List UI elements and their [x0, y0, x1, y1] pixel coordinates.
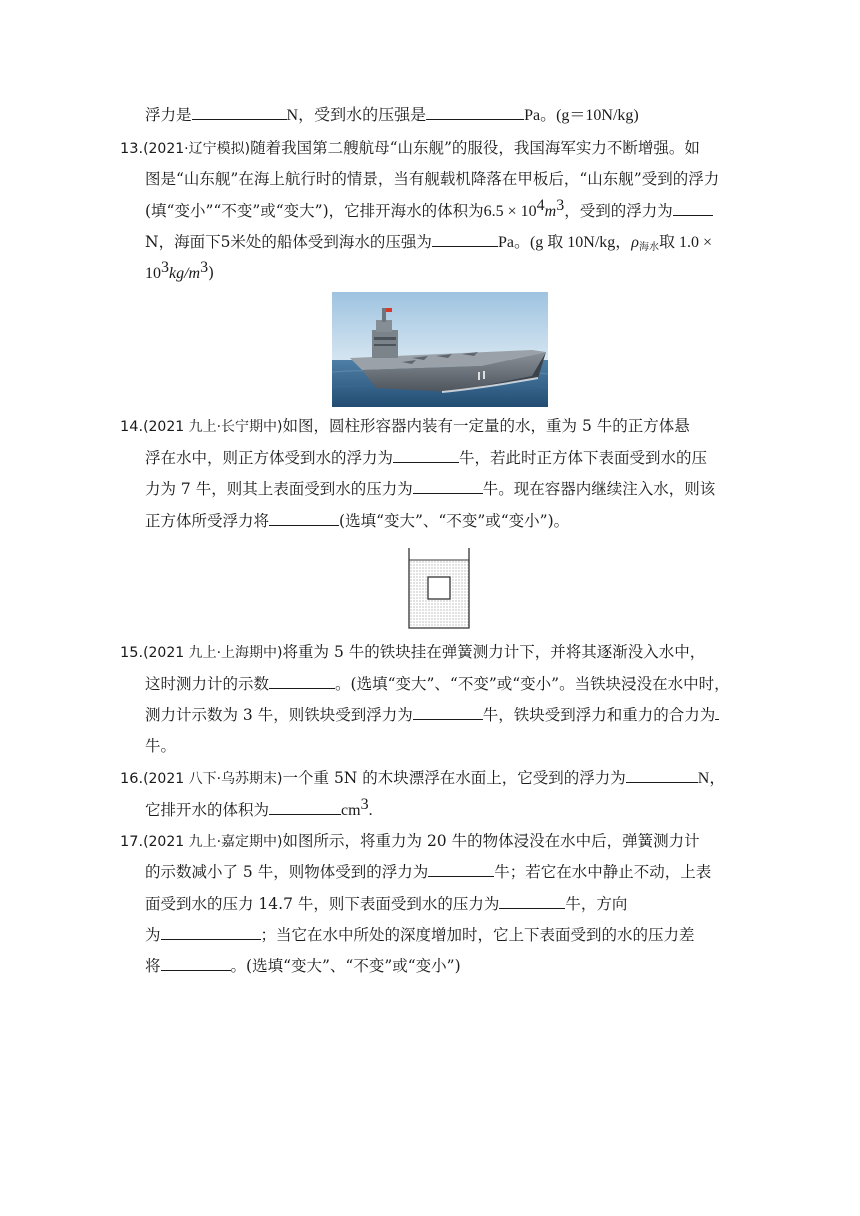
- q17-text: 将: [145, 957, 161, 975]
- q15-text: 牛。: [145, 737, 177, 755]
- q13-rho-symbol: ρ: [631, 234, 639, 251]
- q12-blank-1[interactable]: [192, 101, 287, 120]
- q13-source: (2021·辽宁模拟): [143, 141, 251, 157]
- q16-line-2: [145, 795, 732, 825]
- q12-text: 浮力是: [145, 106, 192, 124]
- q14-source: (2021 九上·长宁期中): [143, 419, 283, 435]
- q17-text: 的示数减小了 5 牛，则物体受到的浮力为: [145, 863, 429, 881]
- q13-line-2: [145, 164, 732, 194]
- q14-text: 牛，若此时正方体下表面受到水的压: [459, 449, 708, 467]
- q15-text: 这时测力计的示数: [145, 675, 270, 693]
- q16-blank-buoyancy[interactable]: [626, 764, 698, 783]
- q13-blank-pressure[interactable]: [432, 228, 498, 247]
- q16-text: .: [368, 802, 373, 819]
- q16-text: N，: [697, 770, 726, 787]
- q17-source: (2021 九上·嘉定期中): [143, 834, 283, 850]
- q17-text: 。(选填“变大”、“不变”或“变小”): [230, 957, 461, 975]
- q13-line-3: [145, 196, 732, 226]
- q15-text: 牛，铁块受到浮力和重力的合力为: [482, 706, 716, 724]
- q13-text: (填“变小”“不变”或“变大”)，它排开海水的体积为: [145, 202, 484, 220]
- q14-text: (选填“变大”、“不变”或“变小”)。: [339, 512, 570, 530]
- q17-text: 面受到水的压力 14.7 牛，则下表面受到水的压力为: [145, 895, 500, 913]
- q17-line-5: [145, 951, 732, 981]
- q14-blank-top-force[interactable]: [413, 475, 483, 494]
- q13-density-exponent: 3: [161, 259, 169, 276]
- q17-text: 牛；若它在水中静止不动，上表: [494, 863, 712, 881]
- q13-density-base: 10: [145, 265, 161, 282]
- container-diagram: [404, 546, 474, 630]
- q13-rho-subscript: 海水: [638, 242, 659, 253]
- q16-unit: cm: [341, 802, 361, 819]
- q13-text: 随着我国第二艘航母“山东舰”的服役，我国海军实力不断增强。如: [250, 139, 700, 157]
- q14-line-3: [145, 474, 732, 504]
- q15-text: 测力计示数为 3 牛，则铁块受到浮力为: [145, 706, 413, 724]
- q13-line-4: [145, 227, 732, 257]
- q15-line-4: [145, 731, 732, 761]
- q15-blank-net-force[interactable]: [715, 701, 719, 720]
- q16-text: 一个重 5N 的木块漂浮在水面上，它受到的浮力为: [282, 769, 626, 787]
- q14-text: 正方体所受浮力将: [145, 512, 270, 530]
- q13-text: Pa。(g 取 10N/kg，: [497, 234, 632, 251]
- q13-volume-value: 6.5 × 10: [483, 203, 537, 220]
- q13-line-1: [120, 133, 732, 163]
- q13-line-5: [145, 258, 732, 288]
- q13-number: 13.: [120, 141, 144, 157]
- q15-line-1: [120, 637, 732, 667]
- q14-text: 浮在水中，则正方体受到水的浮力为: [145, 449, 394, 467]
- q17-text: 为: [145, 926, 161, 944]
- q16-blank-volume[interactable]: [269, 796, 341, 815]
- q15-line-2: [145, 669, 732, 699]
- q17-blank-buoyancy[interactable]: [428, 858, 494, 877]
- q14-line-4: [145, 506, 732, 536]
- q17-blank-difference[interactable]: [161, 952, 231, 971]
- q13-density-unit: kg/m: [169, 265, 201, 282]
- q17-text: ；当它在水中所处的深度增加时，它上下表面受到的水的压力差: [260, 926, 695, 944]
- q14-blank-buoyancy[interactable]: [393, 444, 459, 463]
- q12-blank-2[interactable]: [426, 101, 524, 120]
- q13-text: 取 1.0 ×: [658, 234, 712, 251]
- q17-line-3: [145, 889, 732, 919]
- q14-text: 如图，圆柱形容器内装有一定量的水，重为 5 牛的正方体悬: [282, 417, 690, 435]
- q13-volume-exponent: 4: [536, 197, 545, 214]
- q13-blank-buoyancy[interactable]: [673, 197, 713, 216]
- q17-blank-bottom-force[interactable]: [499, 890, 565, 909]
- q15-line-3: [145, 700, 732, 730]
- q17-blank-direction[interactable]: [161, 921, 261, 940]
- q16-source: (2021 八下·乌苏期末): [143, 771, 283, 787]
- q14-text: 力为 7 牛，则其上表面受到水的压力为: [145, 480, 413, 498]
- q13-text: ): [208, 264, 215, 282]
- q17-text: 如图所示，将重力为 20 牛的物体浸没在水中后，弹簧测力计: [282, 832, 700, 850]
- aircraft-carrier-illustration: [332, 292, 548, 407]
- q12-line-1: [145, 100, 732, 130]
- q13-volume-unit-exponent: 3: [556, 197, 565, 214]
- q16-text: 它排开水的体积为: [145, 801, 270, 819]
- q17-number: 17.: [120, 834, 144, 850]
- q15-source: (2021 九上·上海期中): [143, 645, 283, 661]
- q12-text: Pa。(g＝10N/kg): [524, 107, 639, 124]
- q14-blank-change[interactable]: [269, 507, 339, 526]
- q16-unit-exponent: 3: [360, 796, 369, 813]
- q13-volume-unit: m: [544, 203, 557, 220]
- q14-line-2: [145, 443, 732, 473]
- q12-text: N，受到水的压强是: [286, 107, 427, 124]
- q15-blank-reading[interactable]: [269, 670, 335, 689]
- q15-blank-buoyancy[interactable]: [413, 701, 483, 720]
- q14-line-1: [120, 411, 732, 441]
- q17-line-2: [145, 857, 732, 887]
- cylinder-container-with-cube: [404, 546, 474, 630]
- q16-line-1: [120, 763, 732, 793]
- q16-number: 16.: [120, 771, 144, 787]
- q17-line-4: [145, 920, 732, 950]
- q17-text: 牛，方向: [565, 895, 628, 913]
- q15-text: 。(选填“变大”、“不变”或“变小”。当铁块浸没在水中时，: [335, 675, 730, 693]
- q14-text: 牛。现在容器内继续注入水，则该: [482, 480, 716, 498]
- q13-text: 图是“山东舰”在海上航行时的情景，当有舰载机降落在甲板后，“山东舰”受到的浮力: [145, 170, 720, 188]
- aircraft-carrier-image: [332, 292, 548, 407]
- q15-text: 将重为 5 牛的铁块挂在弹簧测力计下，并将其逐渐没入水中，: [282, 643, 706, 661]
- q13-text: N，海面下5米处的船体受到海水的压强为: [145, 233, 432, 251]
- q15-number: 15.: [120, 645, 144, 661]
- q14-number: 14.: [120, 419, 144, 435]
- q13-density-unit-exponent: 3: [200, 259, 209, 276]
- q17-line-1: [120, 826, 732, 856]
- q13-text: ，受到的浮力为: [564, 202, 673, 220]
